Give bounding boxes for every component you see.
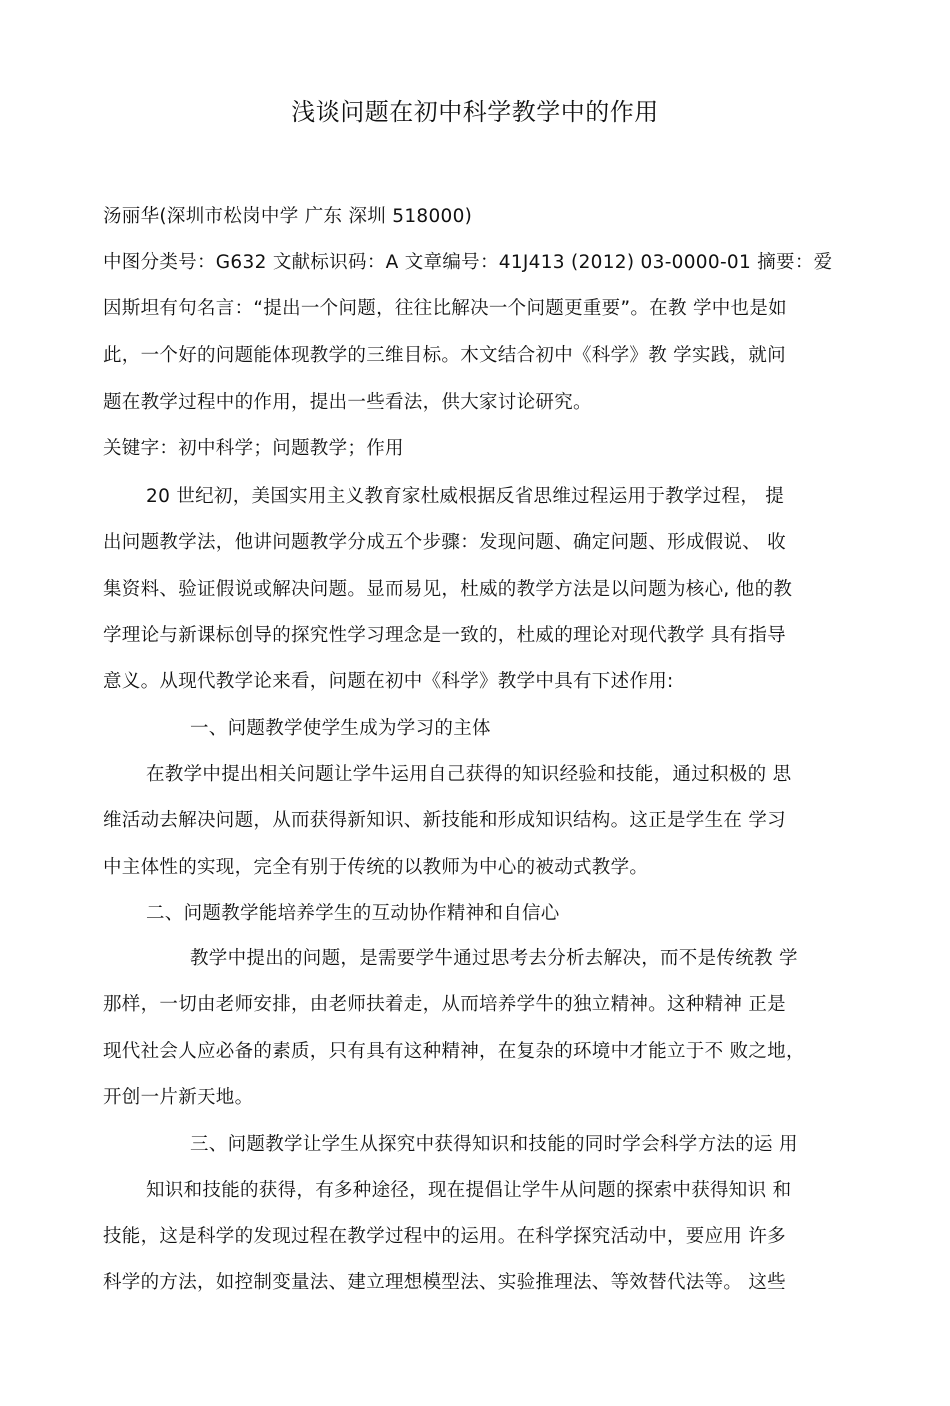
section-1-line: 维活动去解决问题，从而获得新知识、新技能和形成知识结构。这正是学生在 学习 <box>103 810 786 831</box>
section-3-line: 知识和技能的获得，有多种途径，现在提倡让学牛从问题的探索中获得知识 和 <box>146 1180 792 1201</box>
abstract-line: 因斯坦有句名言：“提出一个问题，往往比解决一个问题更重要”。在教 学中也是如 <box>103 298 787 319</box>
keywords-line: 关键字：初中科学；问题教学；作用 <box>103 438 404 459</box>
abstract-line: 中图分类号：G632 文献标识码：A 文章编号：41J413 (2012) 03-0000-01 摘要：爱 <box>103 252 833 273</box>
section-3-line: 技能，这是科学的发现过程在教学过程中的运用。在科学探究活动中，要应用 许多 <box>103 1226 786 1247</box>
intro-line: 学理论与新课标创导的探究性学习理念是一致的，杜威的理论对现代教学 具有指导 <box>103 625 786 646</box>
abstract-line: 题在教学过程中的作用，提出一些看法，供大家讨论研究。 <box>103 392 592 413</box>
intro-line: 出问题教学法，他讲问题教学分成五个步骤：发现问题、确定问题、形成假说、 收 <box>103 532 786 553</box>
section-3-heading: 三、问题教学让学生从探究中获得知识和技能的同时学会科学方法的运 用 <box>190 1134 798 1155</box>
author-line: 汤丽华(深圳市松岗中学 广东 深圳 518000) <box>103 206 473 227</box>
section-1-line: 中主体性的实现，完全有别于传统的以教师为中心的被动式教学。 <box>103 857 649 878</box>
intro-line: 20 世纪初，美国实用主义教育家杜威根据反省思维过程运用于教学过程， 提 <box>146 486 785 507</box>
section-2-heading: 二、问题教学能培养学生的互动协作精神和自信心 <box>146 903 560 924</box>
section-2-line: 现代社会人应必备的素质，只有具有这种精神，在复杂的环境中才能立于不 败之地， <box>103 1041 805 1062</box>
section-2-line: 那样，一切由老师安排，由老师扶着走，从而培养学牛的独立精神。这种精神 正是 <box>103 994 786 1015</box>
section-1-heading: 一、问题教学使学生成为学习的主体 <box>190 718 491 739</box>
intro-line: 集资料、验证假说或解决问题。显而易见，杜威的教学方法是以问题为核心, 他的教 <box>103 579 793 600</box>
article-title: 浅谈问题在初中科学教学中的作用 <box>291 98 659 126</box>
section-2-line: 开创一片新天地。 <box>103 1087 254 1108</box>
abstract-line: 此，一个好的问题能体现教学的三维目标。木文结合初中《科学》教 学实践，就问 <box>103 345 786 366</box>
section-2-line: 教学中提出的问题，是需要学牛通过思考去分析去解决，而不是传统教 学 <box>190 948 798 969</box>
intro-line: 意义。从现代教学论来看，问题在初中《科学》教学中具有下述作用: <box>103 671 674 692</box>
section-3-line: 科学的方法，如控制变量法、建立理想模型法、实验推理法、等效替代法等。 这些 <box>103 1272 786 1293</box>
section-1-line: 在教学中提出相关问题让学牛运用自己获得的知识经验和技能，通过积极的 思 <box>146 764 792 785</box>
